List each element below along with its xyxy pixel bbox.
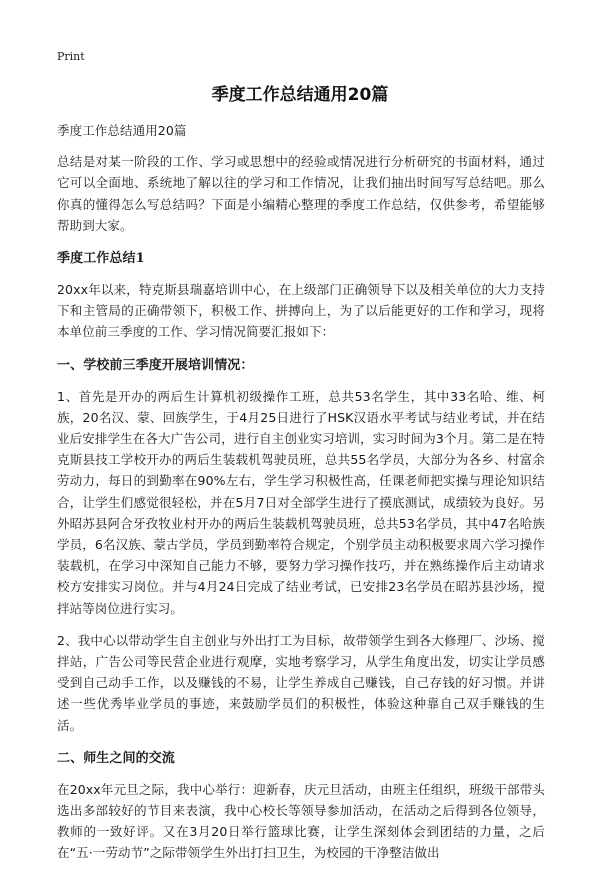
- part2-paragraph-1: 在20xx年元旦之际，我中心举行：迎新春，庆元旦活动，由班主任组织，班级干部带头选出多部较好的节目来表演，我中心校长等领导参加活动，在活动之后得到各位领导，教师的一致好评。又在3月20日举行篮球比赛，让学生深刻体会到团结的力量，之后在“五·一劳动节”之际带领学生外出打扫卫生，为校园的干净整洁做出: [57, 781, 545, 861]
- page-title: 季度工作总结通用20篇: [211, 85, 389, 105]
- section-heading-1: 季度工作总结1: [57, 251, 145, 267]
- part2-heading: 二、师生之间的交流: [57, 750, 175, 766]
- part1-heading: 一、学校前三季度开展培训情况：: [57, 357, 254, 373]
- part1-paragraph-2: 2、我中心以带动学生自主创业与外出打工为目标，故带领学生到各大修理厂、沙场、搅拌站，广告公司等民营企业进行观摩，实地考察学习，从学生角度出发，切实让学员感受到自己动手工作，以及赚钱的不易，让学生养成自己赚钱，自己存钱的好习惯。并讲述一些优秀毕业学员的事迹，来鼓励学员们的积极性，体验这种靠自己双手赚钱的生活。: [57, 632, 545, 733]
- section1-intro-paragraph: 20xx年以来，特克斯县瑞嘉培训中心，在上级部门正确领导下以及相关单位的大力支持下和主管局的正确带领下，积极工作、拼搏向上，为了以后能更好的工作和学习，现将本单位前三季度的工作、学习情况简要汇报如下：: [57, 282, 545, 340]
- print-label: Print: [57, 50, 85, 63]
- intro-paragraph: 总结是对某一阶段的工作、学习或思想中的经验或情况进行分析研究的书面材料，通过它可以全面地、系统地了解以往的学习和工作情况，让我们抽出时间写写总结吧。那么你真的懂得怎么写总结吗？下面是小编精心整理的季度工作总结，仅供参考，希望能够帮助到大家。: [57, 154, 545, 233]
- document-body: [57, 120, 545, 875]
- part1-paragraph-1: 1、首先是开办的两后生计算机初级操作工班，总共53名学生，其中33名哈、维、柯族，20名汉、蒙、回族学生，于4月25日进行了HSK汉语水平考试与结业考试，并在结业后安排学生在各大广告公司，进行自主创业实习培训，实习时间为3个月。第二是在特克斯县技工学校开办的两后生装载机驾驶员班，总共55名学员，大部分为各乡、村富余劳动力，每日的到勤率在90%左右，学生学习积极性高，任课老师把实操与理论知识结合，让学生们感觉很轻松，并在5月7日对全部学生进行了摸底测试，成绩较为良好。另外昭苏县阿合牙孜牧业村开办的两后生装载机驾驶员班，总共53名学员，其中47名哈族学员，6名汉族、蒙古学员，学员到勤率符合规定，个别学员主动积极要求周六学习操作装载机，在学习中深知自己能力不够，要努力学习操作技巧，并在熟练操作后主动请求校方安排实习岗位。并与4月24日完成了结业考试，已安排23名学员在昭苏县沙场，搅拌站等岗位进行实习。: [57, 388, 545, 616]
- document-subtitle: 季度工作总结通用20篇: [57, 123, 187, 138]
